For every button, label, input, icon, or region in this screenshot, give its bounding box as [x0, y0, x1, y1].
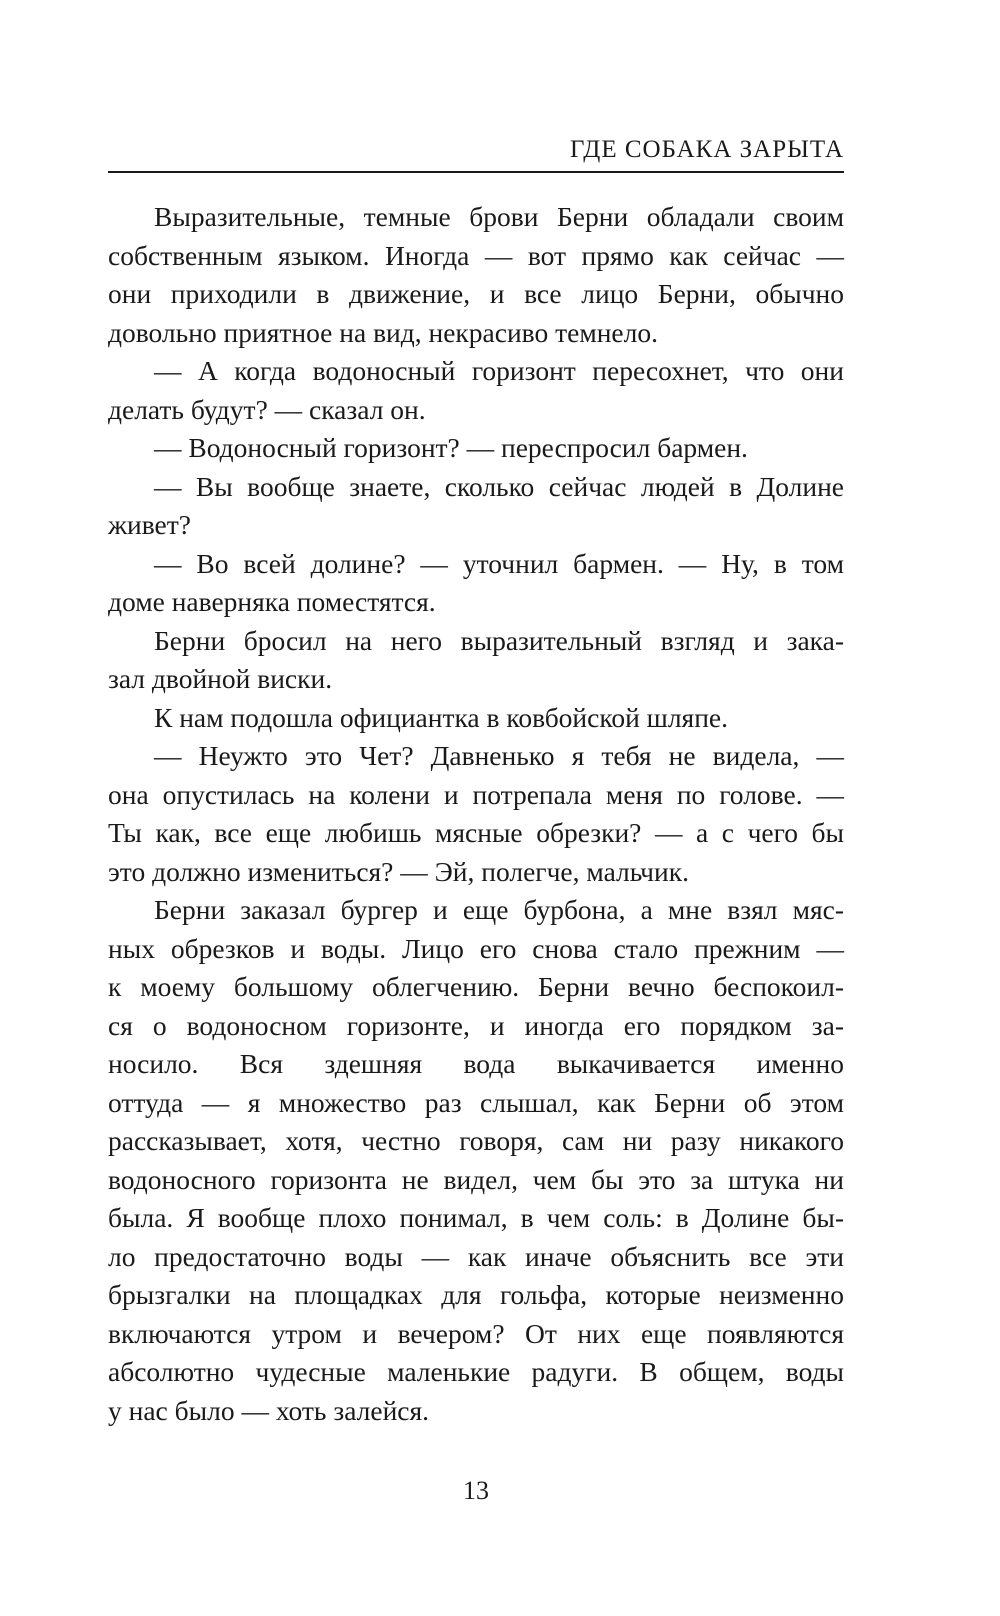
running-head-title: ГДЕ СОБАКА ЗАРЫТА: [570, 136, 844, 163]
text-line: — Во всей долине? — уточнил бармен. — Ну, в том: [154, 547, 844, 579]
text-line: — Водоносный горизонт? — переспросил бармен.: [154, 432, 748, 463]
text-line: рассказывает, хотя, честно говоря, сам ни разу никакого: [108, 1125, 844, 1156]
header-rule: [108, 171, 844, 173]
text-line: живет?: [108, 509, 191, 540]
text-line: ло предостаточно воды — как иначе объяснить все эти: [108, 1240, 844, 1272]
text-line: ных обрезков и воды. Лицо его снова стало прежним —: [108, 932, 844, 964]
text-line: она опустилась на колени и потрепала меня по голове. —: [108, 778, 844, 810]
text-line: — А когда водоносный горизонт пересохнет, что они: [154, 355, 844, 386]
text-line: довольно приятное на вид, некрасиво темнело.: [108, 316, 658, 348]
text-line: была. Я вообще плохо понимал, в чем соль: в Долине бы-: [108, 1202, 844, 1233]
text-line: это должно измениться? — Эй, полегче, мальчик.: [108, 855, 689, 887]
text-line: оттуда — я множество раз слышал, как Берни об этом: [108, 1086, 844, 1118]
text-line: Выразительные, темные брови Берни обладали своим: [154, 201, 844, 232]
text-line: они приходили в движение, и все лицо Берни, обычно: [108, 278, 844, 309]
text-line: к моему большому облегчению. Берни вечно беспокоил-: [108, 971, 844, 1002]
text-line: у нас было — хоть залейся.: [108, 1394, 430, 1426]
text-line: К нам подошла официантка в ковбойской шляпе.: [154, 701, 729, 733]
text-line: Ты как, все еще любишь мясные обрезки? — а с чего бы: [108, 817, 844, 848]
text-line: абсолютно чудесные маленькие радуги. В общем, воды: [108, 1356, 844, 1387]
text-line: включаются утром и вечером? От них еще появляются: [108, 1317, 844, 1349]
body-text: [108, 198, 844, 1430]
text-line: — Неужто это Чет? Давненько я тебя не видела, —: [154, 740, 844, 771]
text-line: зал двойной виски.: [108, 663, 333, 694]
page-number: 13: [463, 1476, 489, 1505]
text-line: Берни заказал бургер и еще бурбона, а мне взял мяс-: [154, 894, 844, 925]
text-line: делать будут? — сказал он.: [108, 393, 426, 425]
text-line: водоносного горизонта не видел, чем бы это за штука ни: [108, 1163, 844, 1195]
text-line: собственным языком. Иногда — вот прямо как сейчас —: [108, 239, 844, 271]
text-line: Берни бросил на него выразительный взгляд и зака-: [154, 624, 844, 656]
text-line: брызгалки на площадках для гольфа, которые неизменно: [108, 1279, 844, 1310]
text-line: ся о водоносном горизонте, и иногда его порядком за-: [108, 1009, 844, 1041]
text-line: носило. Вся здешняя вода выкачивается именно: [108, 1048, 844, 1079]
text-line: доме наверняка поместятся.: [108, 586, 436, 617]
text-line: — Вы вообще знаете, сколько сейчас людей в Долине: [154, 470, 844, 502]
